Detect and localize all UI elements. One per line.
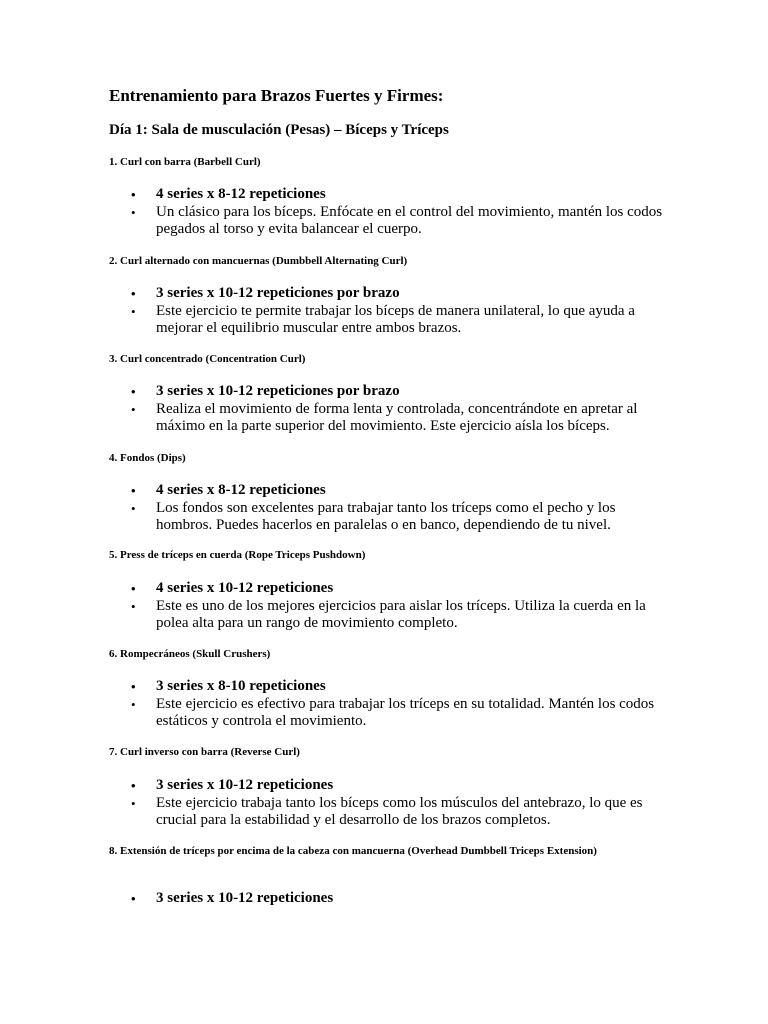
- exercise-list: [109, 482, 669, 535]
- day-heading: Día 1: Sala de musculación (Pesas) – Bíceps y Tríceps: [109, 122, 449, 138]
- list-item-description: • Este ejercicio es efectivo para trabajar los tríceps en su totalidad. Mantén los codos estáticos y controla el movimiento.: [131, 695, 655, 729]
- exercise-heading: 2. Curl alternado con mancuernas (Dumbbell Alternating Curl): [109, 255, 408, 267]
- bullet-icon: •: [131, 384, 136, 399]
- bullet-icon: •: [131, 795, 136, 811]
- exercise-heading: 4. Fondos (Dips): [109, 452, 186, 464]
- list-item-sets: • 3 series x 10-12 repeticiones por brazo: [131, 285, 400, 301]
- exercise-heading: 8. Extensión de tríceps por encima de la cabeza con mancuerna (Overhead Dumbbell Triceps Extension): [109, 845, 597, 857]
- bullet-icon: •: [131, 286, 136, 301]
- bullet-icon: •: [131, 204, 136, 220]
- bullet-icon: •: [131, 598, 136, 614]
- list-item-description: • Este ejercicio te permite trabajar los bíceps de manera unilateral, lo que ayuda a mejorar el equilibrio muscular entre ambos brazos.: [131, 302, 635, 336]
- bullet-icon: •: [131, 483, 136, 498]
- exercise-heading: 6. Rompecráneos (Skull Crushers): [109, 648, 271, 660]
- bullet-icon: •: [131, 679, 136, 694]
- bullet-icon: •: [131, 500, 136, 516]
- bullet-icon: •: [131, 303, 136, 319]
- list-item-sets: • 4 series x 10-12 repeticiones: [131, 580, 334, 596]
- exercise-list: [109, 186, 669, 239]
- exercise-list: [109, 383, 669, 436]
- document-title: Entrenamiento para Brazos Fuertes y Firmes:: [109, 86, 444, 105]
- bullet-icon: •: [131, 187, 136, 202]
- exercise-heading: 7. Curl inverso con barra (Reverse Curl): [109, 746, 300, 758]
- list-item-description: • Un clásico para los bíceps. Enfócate en el control del movimiento, mantén los codos pegados al torso y evita balancear el cuerpo.: [131, 203, 663, 237]
- list-item-sets: • 3 series x 10-12 repeticiones: [131, 777, 334, 793]
- list-item-sets: • 3 series x 10-12 repeticiones por brazo: [131, 383, 400, 399]
- exercise-heading: 5. Press de tríceps en cuerda (Rope Triceps Pushdown): [109, 549, 366, 561]
- list-item-sets: • 3 series x 10-12 repeticiones: [131, 890, 334, 906]
- bullet-icon: •: [131, 696, 136, 712]
- exercise-list: [109, 285, 669, 338]
- exercise-list: [109, 580, 669, 633]
- list-item-description: • Realiza el movimiento de forma lenta y controlada, concentrándote en apretar al máximo en la parte superior del movimiento. Este ejercicio aísla los bíceps.: [131, 400, 638, 434]
- bullet-icon: •: [131, 401, 136, 417]
- list-item-description: • Este ejercicio trabaja tanto los bíceps como los músculos del antebrazo, lo que es crucial para la estabilidad y el desarrollo de los brazos completos.: [131, 794, 643, 828]
- bullet-icon: •: [131, 581, 136, 596]
- list-item-description: • Los fondos son excelentes para trabajar tanto los tríceps como el pecho y los hombros. Puedes hacerlos en paralelas o en banco, dependiendo de tu nivel.: [131, 499, 616, 533]
- exercise-list: [109, 678, 669, 731]
- exercise-heading: 1. Curl con barra (Barbell Curl): [109, 156, 261, 168]
- list-item-description: • Este es uno de los mejores ejercicios para aislar los tríceps. Utiliza la cuerda en la polea alta para un rango de movimiento completo.: [131, 597, 646, 631]
- exercise-list: [109, 777, 669, 830]
- bullet-icon: •: [131, 891, 136, 906]
- bullet-icon: •: [131, 778, 136, 793]
- list-item-sets: • 4 series x 8-12 repeticiones: [131, 186, 326, 202]
- list-item-sets: • 4 series x 8-12 repeticiones: [131, 482, 326, 498]
- exercise-heading: 3. Curl concentrado (Concentration Curl): [109, 353, 306, 365]
- exercise-list: [109, 890, 669, 908]
- list-item-sets: • 3 series x 8-10 repeticiones: [131, 678, 326, 694]
